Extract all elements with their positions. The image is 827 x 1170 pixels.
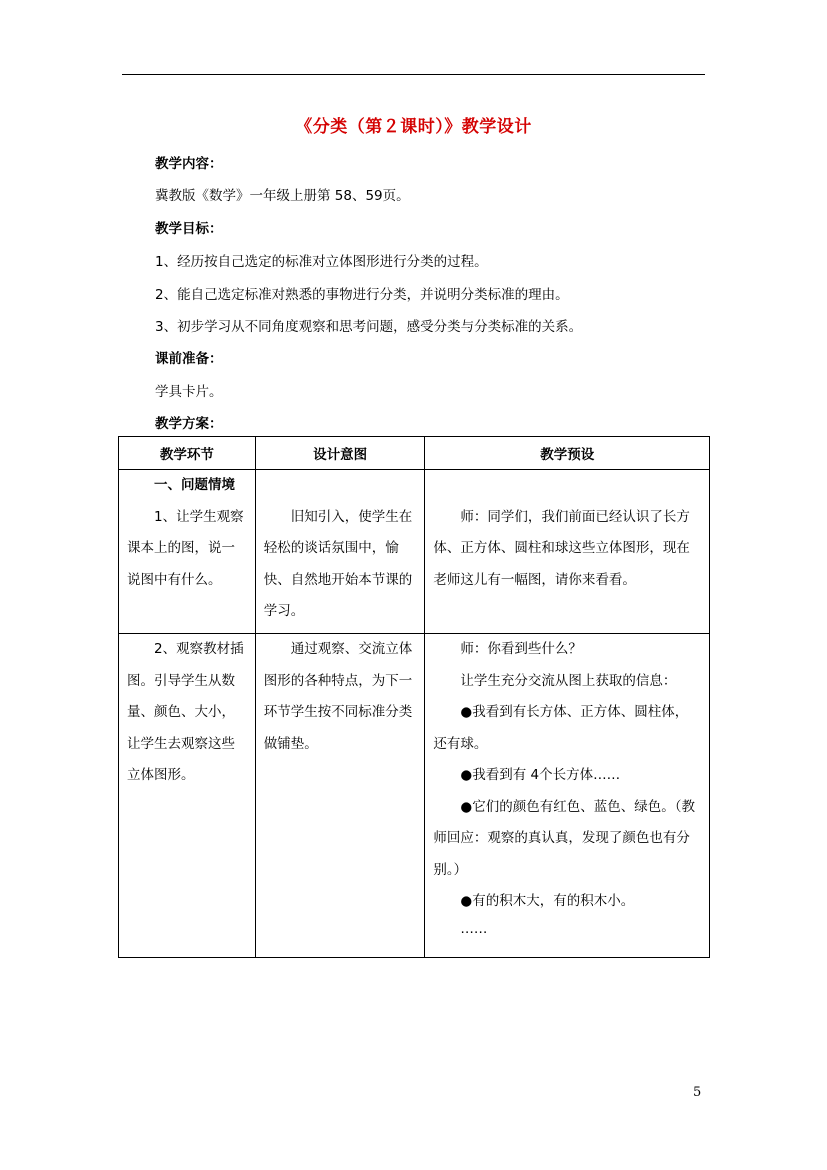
goal-item-1: 1、经历按自己选定的标准对立体图形进行分类的过程。: [155, 254, 488, 270]
plan-heading: 教学方案：: [155, 416, 223, 432]
row1-stage-text: 1、让学生观察课本上的图，说一说图中有什么。: [127, 508, 244, 588]
prep-heading: 课前准备：: [155, 351, 223, 367]
row2-plan-line-2: 让学生充分交流从图上获取的信息：: [460, 672, 677, 689]
prep-text: 学具卡片。: [155, 384, 223, 400]
row2-plan-line-6: ●有的积木大，有的积木小。: [460, 893, 635, 909]
goal-item-3: 3、初步学习从不同角度观察和思考问题，感受分类与分类标准的关系。: [155, 319, 583, 335]
content-text: 冀教版《数学》一年级上册第 58、59页。: [155, 188, 410, 204]
row2-intent-cell: [255, 634, 425, 958]
table-row: [119, 470, 710, 634]
content-heading: 教学内容：: [155, 156, 223, 172]
row2-intent-text: 通过观察、交流立体图形的各种特点，为下一环节学生按不同标准分类做铺垫。: [263, 641, 413, 752]
table-row: [119, 634, 710, 958]
row2-plan-cell: [425, 634, 710, 958]
section-title: 一、问题情境: [154, 477, 235, 493]
page-number: 5: [693, 1085, 702, 1100]
row1-intent-cell: [255, 470, 425, 634]
document-title: 《分类（第２课时）》教学设计: [295, 117, 532, 137]
row2-stage-text: 2、观察教材插图。引导学生从数量、颜色、大小，让学生去观察这些立体图形。: [127, 641, 244, 783]
header-teaching-stage: 教学环节: [119, 437, 256, 470]
row2-stage-cell: [119, 634, 256, 958]
goal-item-2: 2、能自己选定标准对熟悉的事物进行分类，并说明分类标准的理由。: [155, 287, 569, 303]
row1-plan-text: 师：同学们，我们前面已经认识了长方体、正方体、圆柱和球这些立体图形，现在老师这儿有一幅图，请你来看看。: [433, 508, 690, 588]
header-teaching-plan: 教学预设: [425, 437, 710, 470]
row2-plan-line-4: ●我看到有 4个长方体……: [460, 767, 621, 783]
row2-plan-line-7: ……: [460, 920, 488, 937]
row2-plan-line-5: ●它们的颜色有红色、蓝色、绿色。（教师回应：观察的真认真，发现了颜色也有分别。）: [433, 798, 695, 878]
header-design-intent: 设计意图: [255, 437, 425, 470]
header-rule: [122, 74, 705, 75]
row2-plan-line-1: 师：你看到些什么？: [460, 641, 582, 657]
table-header-row: [119, 437, 710, 470]
teaching-plan-table: [118, 436, 710, 958]
row1-stage-cell: [119, 470, 256, 634]
row2-plan-line-3: ●我看到有长方体、正方体、圆柱体，还有球。: [433, 704, 689, 752]
goals-heading: 教学目标：: [155, 221, 223, 237]
row1-intent-text: 旧知引入，使学生在轻松的谈话氛围中，愉快、自然地开始本节课的学习。: [263, 508, 413, 619]
row1-plan-cell: [425, 470, 710, 634]
